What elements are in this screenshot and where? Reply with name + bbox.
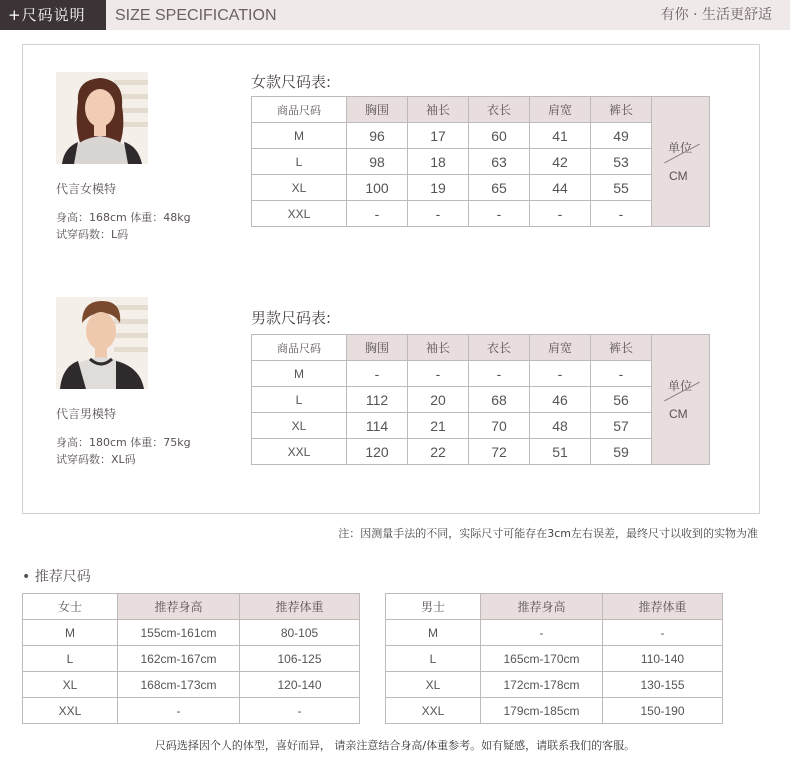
table-cell: 46 xyxy=(530,387,591,413)
table-cell: 49 xyxy=(591,123,652,149)
table-cell: - xyxy=(240,698,360,724)
table-cell: 59 xyxy=(591,439,652,465)
table-header-row xyxy=(386,594,723,620)
table-row xyxy=(386,672,723,698)
table-cell: - xyxy=(591,201,652,227)
table-header-cell: 男士 xyxy=(386,594,481,620)
header-tag: +尺码说明 xyxy=(0,0,106,30)
table-cell: 60 xyxy=(469,123,530,149)
table-cell: 19 xyxy=(408,175,469,201)
table-cell: - xyxy=(591,361,652,387)
table-header-row xyxy=(23,594,360,620)
table-row xyxy=(23,672,360,698)
table-header-cell: 袖长 xyxy=(408,97,469,123)
unit-cell xyxy=(652,97,710,227)
recommend-title: • 推荐尺码 xyxy=(22,569,91,585)
table-cell: 72 xyxy=(469,439,530,465)
table-header-cell: 肩宽 xyxy=(530,335,591,361)
table-header-cell: 胸围 xyxy=(347,335,408,361)
table-header-cell: 推荐身高 xyxy=(481,594,603,620)
table-row xyxy=(386,698,723,724)
unit-label-top: 单位 xyxy=(668,379,693,393)
table-header-cell: 商品尺码 xyxy=(252,335,347,361)
table-header-cell: 肩宽 xyxy=(530,97,591,123)
table-cell: 179cm-185cm xyxy=(481,698,603,724)
table-cell: 51 xyxy=(530,439,591,465)
table-row xyxy=(252,439,710,465)
table-cell: - xyxy=(530,361,591,387)
unit-cell xyxy=(652,335,710,465)
female-model-card xyxy=(56,72,256,243)
table-cell: 130-155 xyxy=(603,672,723,698)
table-cell: 112 xyxy=(347,387,408,413)
table-header-cell: 裤长 xyxy=(591,97,652,123)
male-size-table xyxy=(251,334,710,465)
male-model-size: 试穿码数：XL码 xyxy=(56,453,136,466)
table-cell: 120-140 xyxy=(240,672,360,698)
table-cell: L xyxy=(252,387,347,413)
table-cell: - xyxy=(408,201,469,227)
table-header-cell: 胸围 xyxy=(347,97,408,123)
table-cell: 80-105 xyxy=(240,620,360,646)
table-cell: XL xyxy=(23,672,118,698)
table-cell: L xyxy=(252,149,347,175)
size-spec-panel xyxy=(22,44,760,514)
table-cell: 150-190 xyxy=(603,698,723,724)
table-header-cell: 推荐体重 xyxy=(603,594,723,620)
table-cell: 44 xyxy=(530,175,591,201)
table-cell: 168cm-173cm xyxy=(118,672,240,698)
table-row xyxy=(252,149,710,175)
table-row xyxy=(386,646,723,672)
measurement-note: 注：因测量手法的不同，实际尺寸可能存在3cm左右误差，最终尺寸以收到的实物为准 xyxy=(338,527,758,540)
table-header-row xyxy=(252,335,710,361)
table-cell: - xyxy=(469,201,530,227)
unit-label-bottom: CM xyxy=(669,169,688,183)
table-header-cell: 裤长 xyxy=(591,335,652,361)
table-row xyxy=(252,123,710,149)
female-table-title: 女款尺码表: xyxy=(251,73,332,91)
header-subtitle: SIZE SPECIFICATION xyxy=(115,7,277,24)
table-cell: 114 xyxy=(347,413,408,439)
table-header-cell: 衣长 xyxy=(469,97,530,123)
table-cell: 155cm-161cm xyxy=(118,620,240,646)
table-cell: - xyxy=(118,698,240,724)
male-model-height-weight: 身高：180cm 体重：75kg xyxy=(56,436,191,449)
table-cell: 17 xyxy=(408,123,469,149)
footer-note: 尺码选择因个人的体型，喜好而异， 请亲注意结合身高/体重参考。如有疑感，请联系我们的客服。 xyxy=(154,739,636,752)
table-cell: XXL xyxy=(252,201,347,227)
table-header-row xyxy=(252,97,710,123)
female-model-height-weight: 身高：168cm 体重：48kg xyxy=(56,211,191,224)
table-row xyxy=(23,620,360,646)
table-cell: - xyxy=(603,620,723,646)
table-cell: - xyxy=(347,361,408,387)
table-row xyxy=(386,620,723,646)
table-cell: 96 xyxy=(347,123,408,149)
table-header-cell: 衣长 xyxy=(469,335,530,361)
male-recommend-table xyxy=(385,593,723,724)
table-cell: M xyxy=(252,361,347,387)
female-size-table xyxy=(251,96,710,227)
table-cell: 57 xyxy=(591,413,652,439)
table-cell: 110-140 xyxy=(603,646,723,672)
female-model-stats xyxy=(56,209,256,243)
female-recommend-table xyxy=(22,593,360,724)
header-slogan: 有你 · 生活更舒适 xyxy=(660,7,772,23)
table-cell: XL xyxy=(386,672,481,698)
table-cell: 22 xyxy=(408,439,469,465)
table-cell: XXL xyxy=(386,698,481,724)
table-header-cell: 商品尺码 xyxy=(252,97,347,123)
table-cell: 18 xyxy=(408,149,469,175)
table-cell: - xyxy=(408,361,469,387)
table-header-cell: 女士 xyxy=(23,594,118,620)
table-cell: - xyxy=(347,201,408,227)
table-cell: 41 xyxy=(530,123,591,149)
table-cell: M xyxy=(23,620,118,646)
table-cell: 42 xyxy=(530,149,591,175)
female-model-title: 代言女模特 xyxy=(56,182,117,196)
table-cell: 48 xyxy=(530,413,591,439)
table-cell: 98 xyxy=(347,149,408,175)
table-cell: - xyxy=(469,361,530,387)
table-cell: 65 xyxy=(469,175,530,201)
table-cell: 172cm-178cm xyxy=(481,672,603,698)
table-header-cell: 推荐体重 xyxy=(240,594,360,620)
table-cell: XL xyxy=(252,175,347,201)
male-model-photo xyxy=(56,297,148,389)
male-table-title: 男款尺码表: xyxy=(251,309,332,327)
table-cell: L xyxy=(23,646,118,672)
table-cell: M xyxy=(386,620,481,646)
table-cell: 68 xyxy=(469,387,530,413)
table-cell: 21 xyxy=(408,413,469,439)
male-model-card xyxy=(56,297,256,468)
table-cell: 70 xyxy=(469,413,530,439)
table-row xyxy=(252,361,710,387)
table-cell: 165cm-170cm xyxy=(481,646,603,672)
page-header xyxy=(0,0,790,30)
table-row xyxy=(252,201,710,227)
table-cell: 53 xyxy=(591,149,652,175)
unit-label-bottom: CM xyxy=(669,407,688,421)
table-header-cell: 袖长 xyxy=(408,335,469,361)
table-cell: M xyxy=(252,123,347,149)
table-cell: 63 xyxy=(469,149,530,175)
table-cell: - xyxy=(481,620,603,646)
table-cell: XXL xyxy=(23,698,118,724)
female-model-photo xyxy=(56,72,148,164)
female-model-size: 试穿码数：L码 xyxy=(56,228,129,241)
table-cell: 120 xyxy=(347,439,408,465)
table-cell: 106-125 xyxy=(240,646,360,672)
table-row xyxy=(252,387,710,413)
table-cell: L xyxy=(386,646,481,672)
table-row xyxy=(23,698,360,724)
table-cell: XXL xyxy=(252,439,347,465)
table-cell: XL xyxy=(252,413,347,439)
table-cell: 162cm-167cm xyxy=(118,646,240,672)
male-model-stats xyxy=(56,434,256,468)
table-row xyxy=(252,175,710,201)
table-header-cell: 推荐身高 xyxy=(118,594,240,620)
table-cell: 100 xyxy=(347,175,408,201)
table-cell: 55 xyxy=(591,175,652,201)
table-row xyxy=(252,413,710,439)
table-cell: 56 xyxy=(591,387,652,413)
unit-label-top: 单位 xyxy=(668,141,693,155)
male-model-title: 代言男模特 xyxy=(56,407,117,421)
table-cell: 20 xyxy=(408,387,469,413)
table-cell: - xyxy=(530,201,591,227)
table-row xyxy=(23,646,360,672)
